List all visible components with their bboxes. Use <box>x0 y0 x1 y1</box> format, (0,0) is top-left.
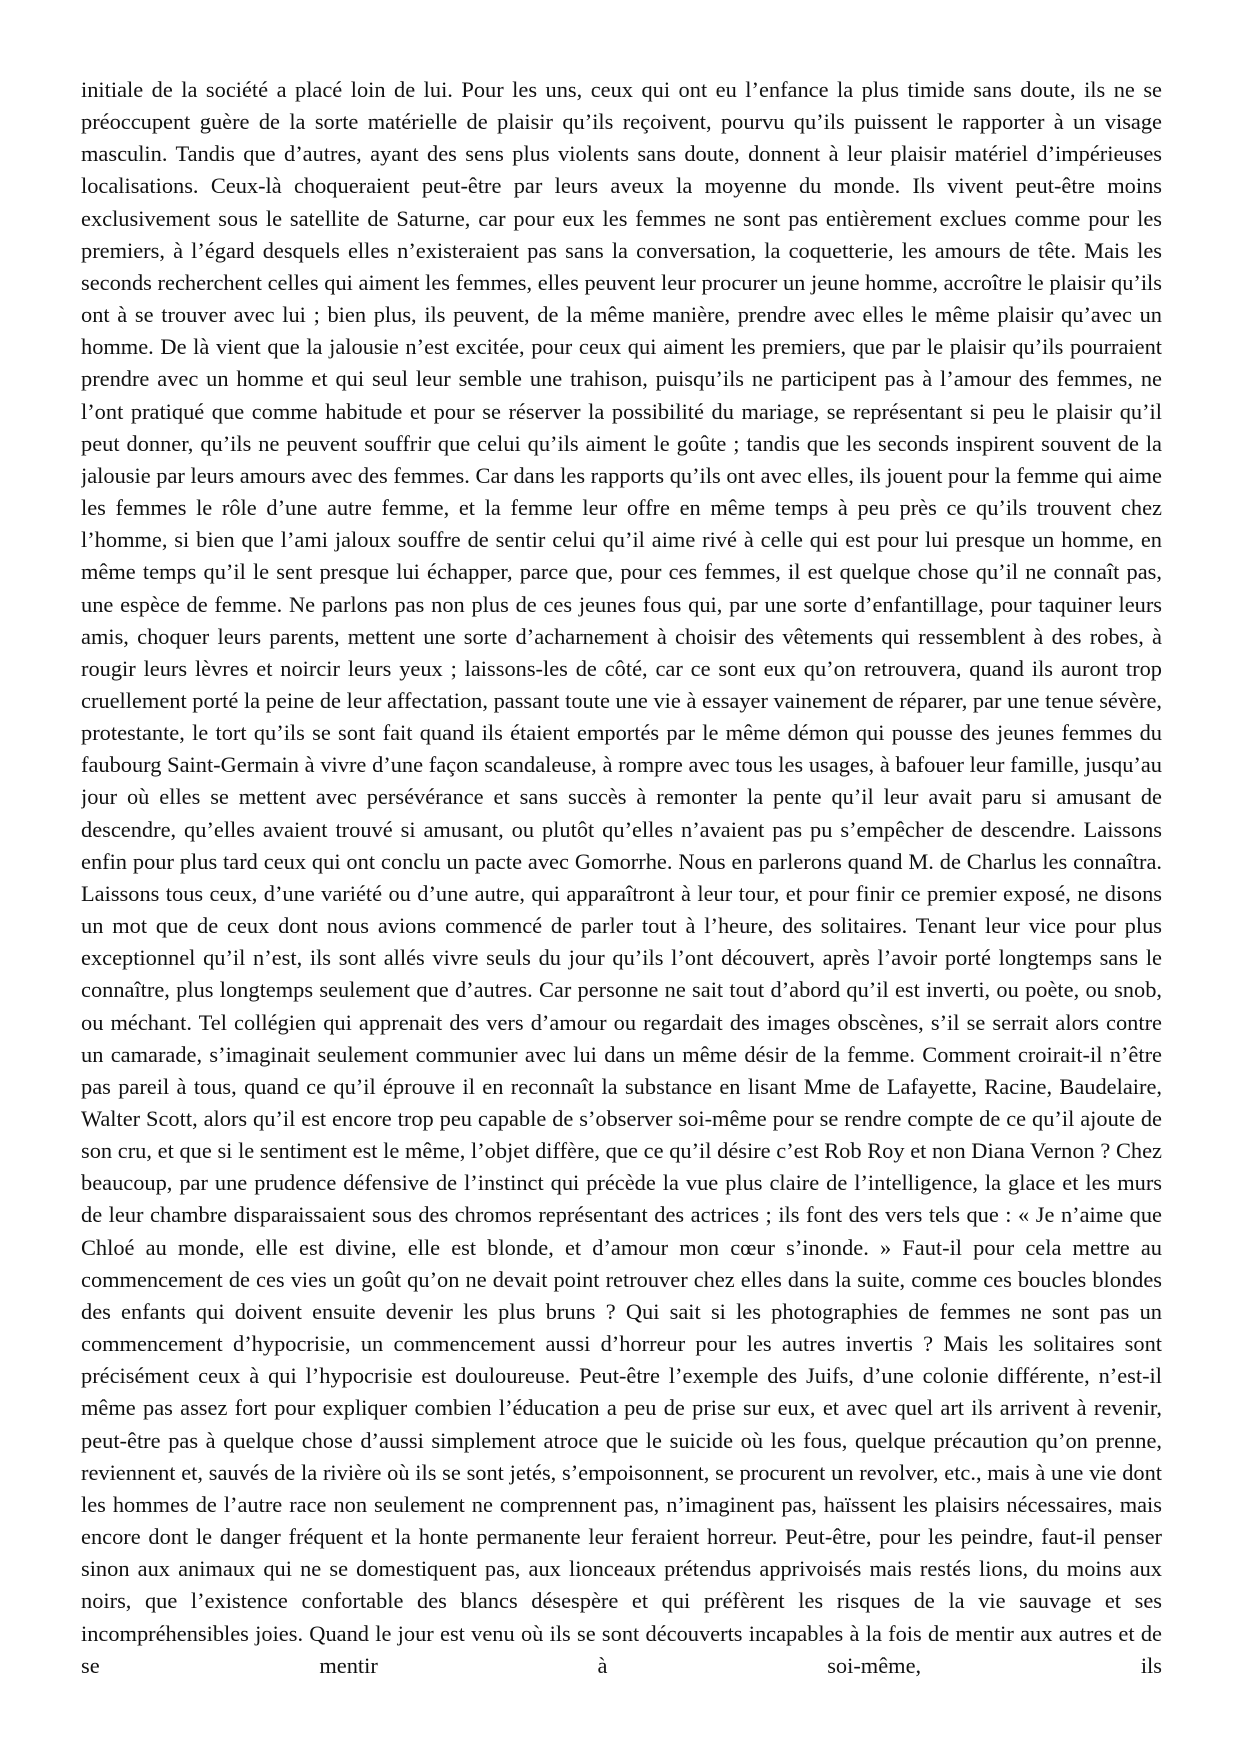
body-paragraph: initiale de la société a placé loin de lui. Pour les uns, ceux qui ont eu l’enfance la plus timide sans doute, ils ne se préoccupent guère de la sorte matérielle de plaisir qu’ils reçoivent, pourvu qu’ils puissent le rapporter à un visage masculin. Tandis que d’autres, ayant des sens plus violents sans doute, donnent à leur plaisir matériel d’impérieuses localisations. Ceux-là choqueraient peut-être par leurs aveux la moyenne du monde. Ils vivent peut-être moins exclusivement sous le satellite de Saturne, car pour eux les femmes ne sont pas entièrement exclues comme pour les premiers, à l’égard desquels elles n’existeraient pas sans la conversation, la coquetterie, les amours de tête. Mais les seconds recherchent celles qui aiment les femmes, elles peuvent leur procurer un jeune homme, accroître le plaisir qu’ils ont à se trouver avec lui ; bien plus, ils peuvent, de la même manière, prendre avec elles le même plaisir qu’avec un homme. De là vient que la jalousie n’est excitée, pour ceux qui aiment les premiers, que par le plaisir qu’ils pourraient prendre avec un homme et qui seul leur semble une trahison, puisqu’ils ne participent pas à l’amour des femmes, ne l’ont pratiqué que comme habitude et pour se réserver la possibilité du mariage, se représentant si peu le plaisir qu’il peut donner, qu’ils ne peuvent souffrir que celui qu’ils aiment le goûte ; tandis que les seconds inspirent souvent de la jalousie par leurs amours avec des femmes. Car dans les rapports qu’ils ont avec elles, ils jouent pour la femme qui aime les femmes le rôle d’une autre femme, et la femme leur offre en même temps à peu près ce qu’ils trouvent chez l’homme, si bien que l’ami jaloux souffre de sentir celui qu’il aime rivé à celle qui est pour lui presque un homme, en même temps qu’il le sent presque lui échapper, parce que, pour ces femmes, il est quelque chose qu’il ne connaît pas, une espèce de femme. Ne parlons pas non plus de ces jeunes fous qui, par une sorte d’enfantillage, pour taquiner leurs amis, choquer leurs parents, mettent une sorte d’acharnement à choisir des vêtements qui ressemblent à des robes, à rougir leurs lèvres et noircir leurs yeux ; laissons-les de côté, car ce sont eux qu’on retrouvera, quand ils auront trop cruellement porté la peine de leur affectation, passant toute une vie à essayer vainement de réparer, par une tenue sévère, protestante, le tort qu’ils se sont fait quand ils étaient emportés par le même démon qui pousse des jeunes femmes du faubourg Saint-Germain à vivre d’une façon scandaleuse, à rompre avec tous les usages, à bafouer leur famille, jusqu’au jour où elles se mettent avec persévérance et sans succès à remonter la pente qu’il leur avait paru si amusant de descendre, qu’elles avaient trouvé si amusant, ou plutôt qu’elles n’avaient pas pu s’empêcher de descendre. Laissons enfin pour plus tard ceux qui ont conclu un pacte avec Gomorrhe. Nous en parlerons quand M. de Charlus les connaîtra. Laissons tous ceux, d’une variété ou d’une autre, qui apparaîtront à leur tour, et pour finir ce premier exposé, ne disons un mot que de ceux dont nous avions commencé de parler tout à l’heure, des solitaires. Tenant leur vice pour plus exceptionnel qu’il n’est, ils sont allés vivre seuls du jour qu’ils l’ont découvert, après l’avoir porté longtemps sans le connaître, plus longtemps seulement que d’autres. Car personne ne sait tout d’abord qu’il est inverti, ou poète, ou snob, ou méchant. Tel collégien qui apprenait des vers d’amour ou regardait des images obscènes, s’il se serrait alors contre un camarade, s’imaginait seulement communier avec lui dans un même désir de la femme. Comment croirait-il n’être pas pareil à tous, quand ce qu’il éprouve il en reconnaît la substance en lisant Mme de Lafayette, Racine, Baudelaire, Walter Scott, alors qu’il est encore trop peu capable de s’observer soi-même pour se rendre compte de ce qu’il ajoute de son cru, et que si le sentiment est le même, l’objet diffère, que ce qu’il désire c’est Rob Roy et non Diana Vernon ? Chez beaucoup, par une prudence défensive de l’instinct qui précède la vue plus claire de l’intelligence, la glace et les murs de leur chambre disparaissaient sous des chromos représentant des actrices ; ils font des vers tels que : « Je n’aime que Chloé au monde, elle est divine, elle est blonde, et d’amour mon cœur s’inonde. » Faut-il pour cela mettre au commencement de ces vies un goût qu’on ne devait point retrouver chez elles dans la suite, comme ces boucles blondes des enfants qui doivent ensuite devenir les plus bruns ? Qui sait si les photographies de femmes ne sont pas un commencement d’hypocrisie, un commencement aussi d’horreur pour les autres invertis ? Mais les solitaires sont précisément ceux à qui l’hypocrisie est douloureuse. Peut-être l’exemple des Juifs, d’une colonie différente, n’est-il même pas assez fort pour expliquer combien l’éducation a peu de prise sur eux, et avec quel art ils arrivent à revenir, peut-être pas à quelque chose d’aussi simplement atroce que le suicide où les fous, quelque précaution qu’on prenne, reviennent et, sauvés de la rivière où ils se sont jetés, s’empoisonnent, se procurent un revolver, etc., mais à une vie dont les hommes de l’autre race non seulement ne comprennent pas, n’imaginent pas, haïssent les plaisirs nécessaires, mais encore dont le danger fréquent et la honte permanente leur feraient horreur. Peut-être, pour les peindre, faut-il penser sinon aux animaux qui ne se domestiquent pas, aux lionceaux prétendus apprivoisés mais restés lions, du moins aux noirs, que l’existence confortable des blancs désespère et qui préfèrent les risques de la vie sauvage et ses incompréhensibles joies. Quand le jour est venu où ils se sont découverts incapables à la fois de mentir aux autres et de se mentir à soi-même, ils <box>81 77 1162 1678</box>
document-page <box>81 74 1162 1714</box>
